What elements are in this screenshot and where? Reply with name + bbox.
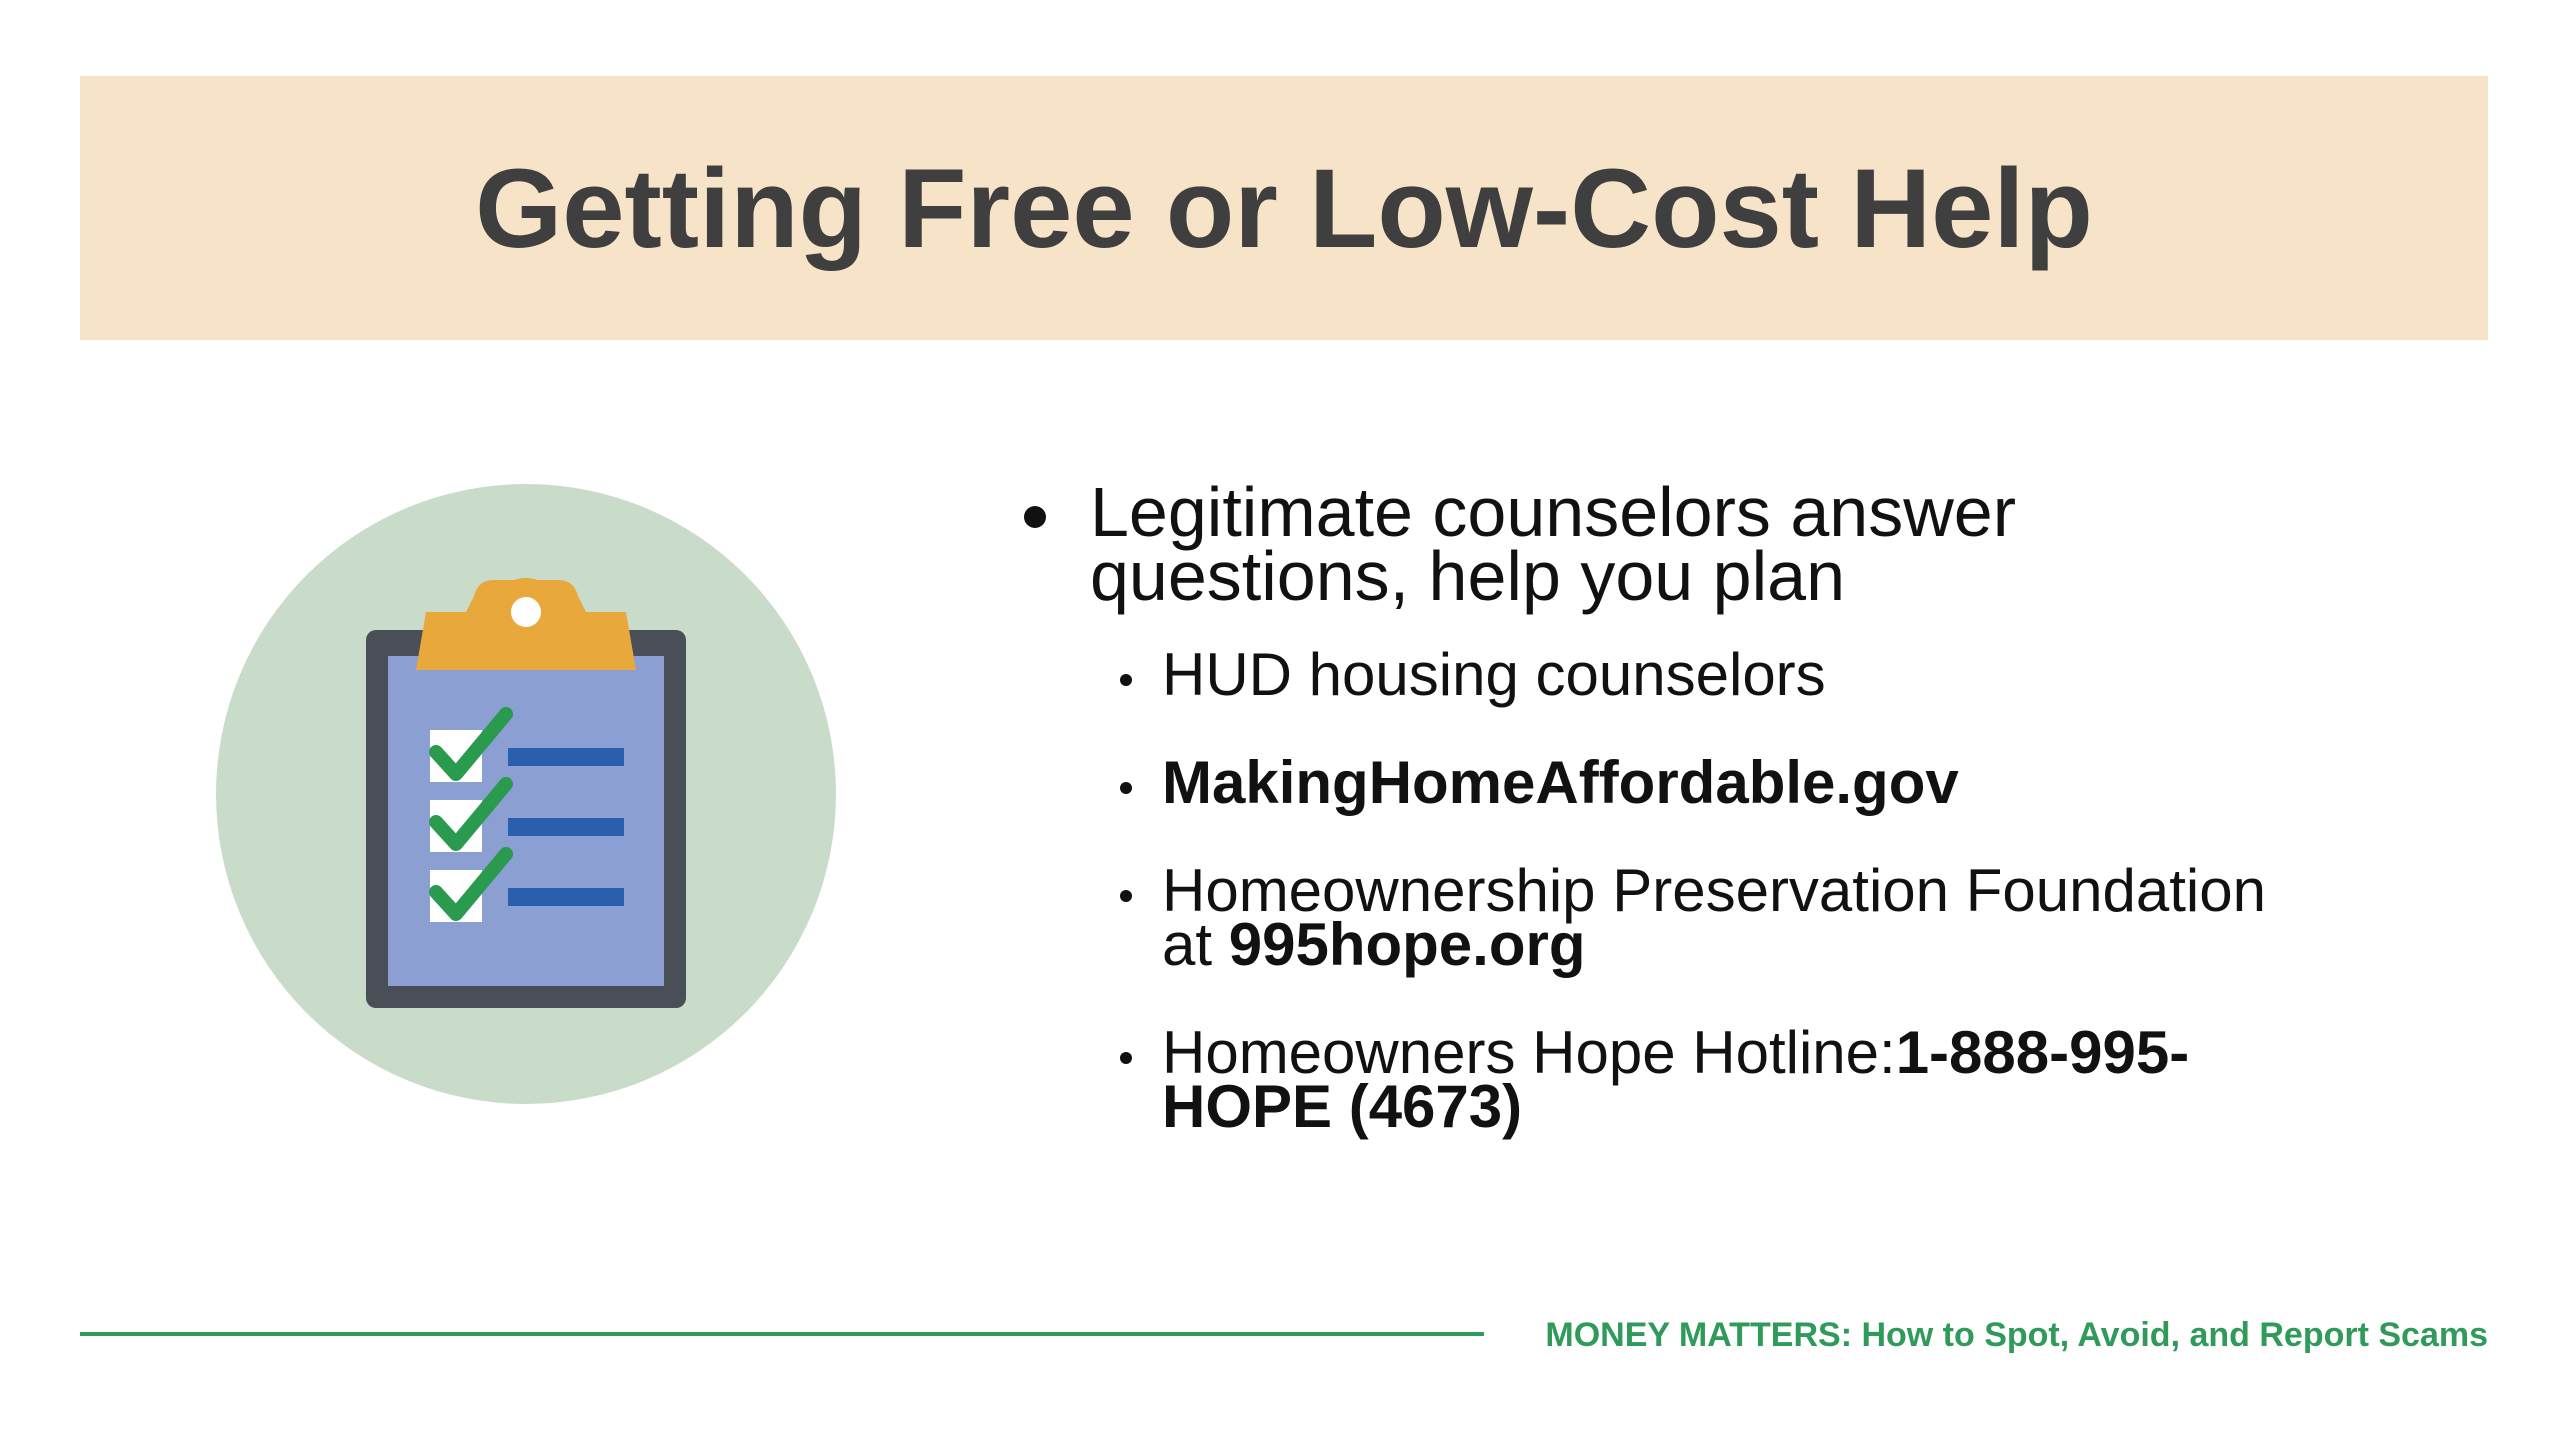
checklist-line-1: [508, 748, 624, 766]
bullet-dot: [1120, 674, 1132, 686]
hotline-label: Homeowners Hope Hotline:: [1162, 1019, 1896, 1086]
hope-org-link[interactable]: 995hope.org: [1228, 911, 1586, 978]
clip-hole: [511, 597, 541, 627]
main-bullet: [1010, 473, 2470, 615]
footer-divider: [80, 1332, 1484, 1336]
sub-bullet-hotline: [1010, 1019, 2470, 1140]
sub-bullet-mha: [1010, 749, 2470, 816]
checklist-line-3: [508, 888, 624, 906]
bullet-dot: [1120, 890, 1132, 902]
bullet-dot: [1024, 506, 1046, 528]
footer-text: MONEY MATTERS: How to Spot, Avoid, and Report Scams: [1545, 1316, 2488, 1354]
hpf-text: Homeownership Preservation Foundation: [1162, 857, 2266, 924]
making-home-affordable-link[interactable]: MakingHomeAffordable.gov: [1162, 749, 1959, 816]
sub-bullet-list: [1010, 641, 2470, 1140]
clipboard-checklist-icon: [216, 484, 836, 1104]
hotline-number-part-1: 1-888-995-: [1895, 1019, 2190, 1086]
title-band: [80, 76, 2488, 340]
clipboard-illustration: [216, 484, 836, 1104]
main-bullet-line-1: Legitimate counselors answer: [1090, 473, 2017, 551]
bullet-dot: [1120, 782, 1132, 794]
sub-bullet-hud: [1010, 641, 2470, 708]
slide-title: Getting Free or Low-Cost Help: [475, 145, 2093, 271]
checklist-line-2: [508, 818, 624, 836]
sub-bullet-hpf: [1010, 857, 2470, 978]
hpf-at-text: at: [1162, 911, 1229, 978]
hud-counselors-text: HUD housing counselors: [1162, 641, 1826, 708]
bullet-dot: [1120, 1052, 1132, 1064]
hotline-number-part-2: HOPE (4673): [1162, 1073, 1523, 1140]
main-bullet-line-2: questions, help you plan: [1090, 537, 1845, 615]
content-area: [1010, 473, 2470, 1188]
